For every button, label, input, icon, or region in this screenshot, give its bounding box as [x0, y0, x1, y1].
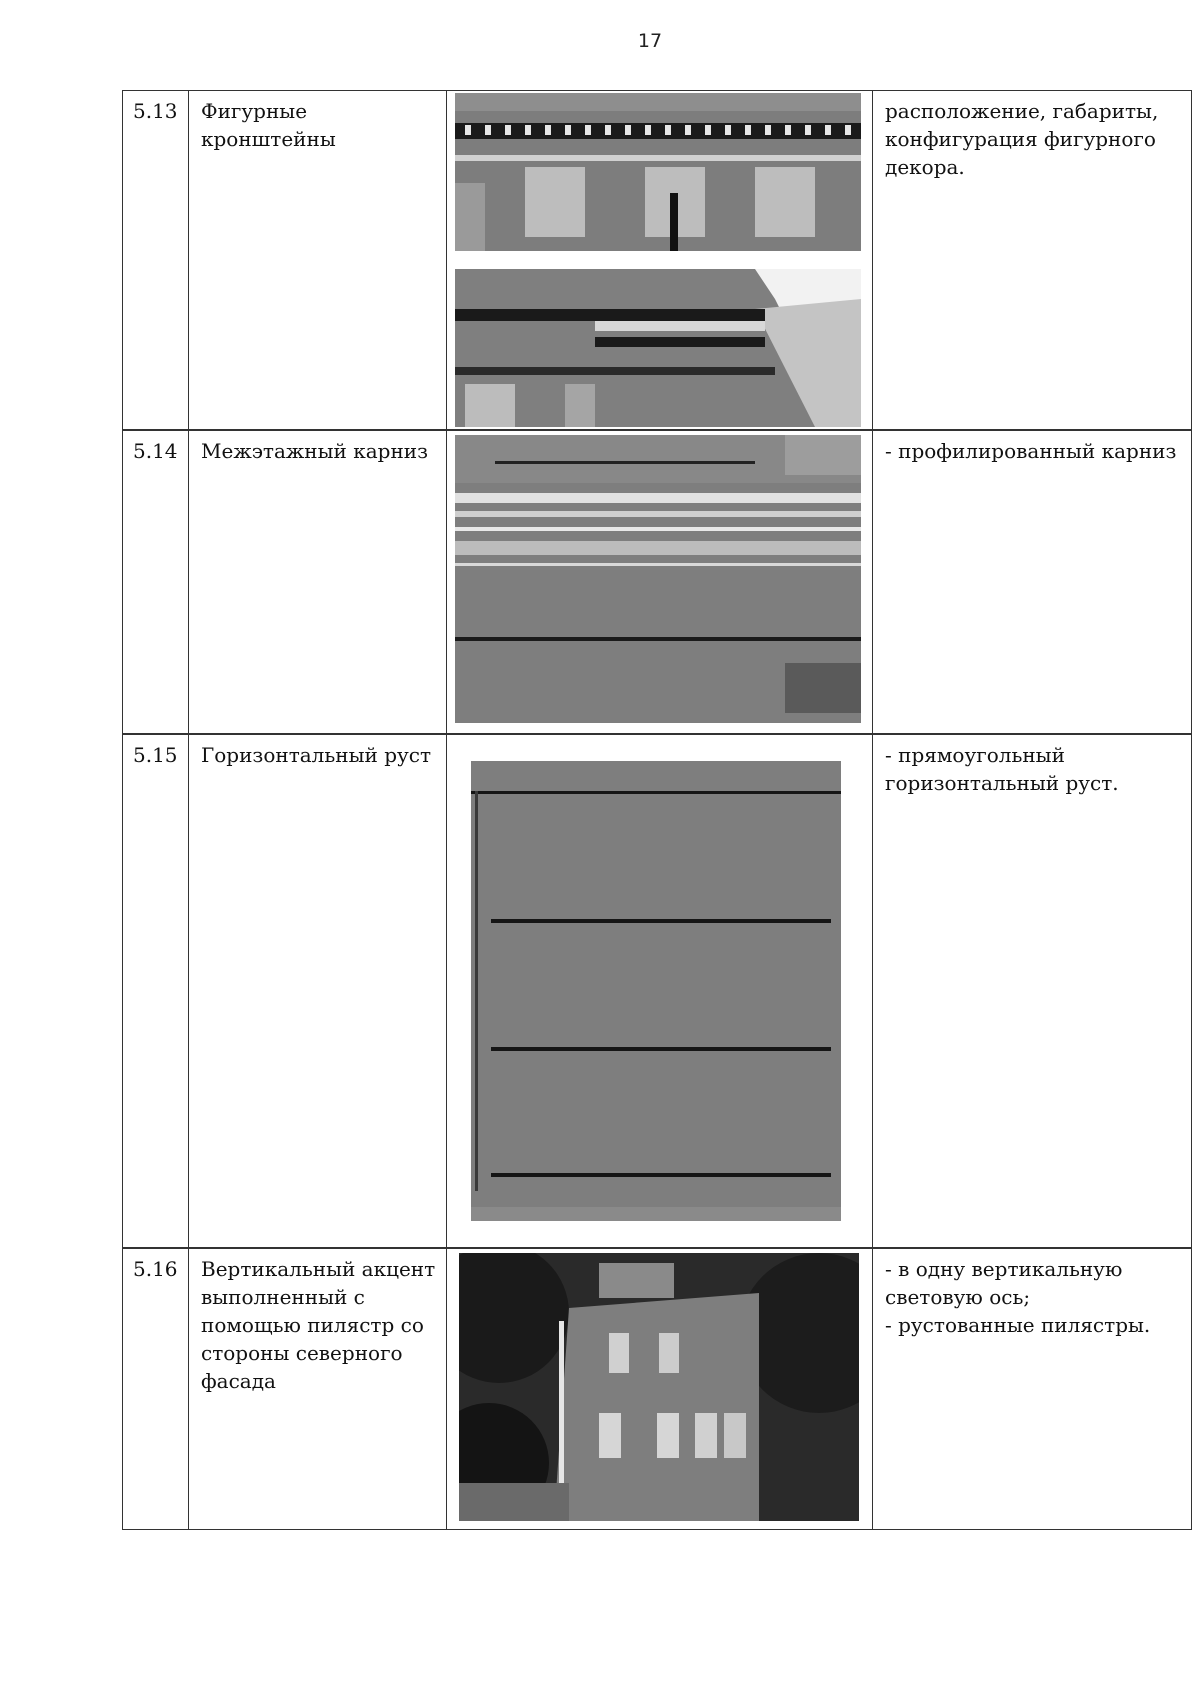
row-number: 5.16: [123, 1249, 189, 1529]
row-number: 5.13: [123, 91, 189, 429]
description-cell: [873, 431, 1193, 733]
photo-cell: [447, 735, 873, 1247]
row-number: 5.14: [123, 431, 189, 733]
table-row: [122, 734, 1192, 1248]
description-line: расположение, габариты,: [885, 99, 1159, 123]
heritage-elements-table: [122, 90, 1192, 1540]
element-name: Межэтажный карниз: [189, 431, 447, 733]
description-cell: [873, 1249, 1193, 1529]
table-row: [122, 90, 1192, 430]
description-line: конфигурация фигурного: [885, 127, 1156, 151]
element-name: Фигурные кронштейны: [189, 91, 447, 429]
brackets-corner-photo: [455, 269, 861, 427]
north-facade-photo: [459, 1253, 859, 1521]
photo-cell: [447, 91, 873, 429]
description-cell: [873, 91, 1193, 429]
description-line: - прямоугольный: [885, 743, 1065, 767]
page-number: 17: [637, 30, 663, 52]
description-cell: [873, 735, 1193, 1247]
element-name: Вертикальный акцент выполненный с помощью пилястр со стороны северного фасада: [189, 1249, 447, 1529]
rustication-photo: [471, 761, 841, 1221]
description-line: - в одну вертикальную: [885, 1257, 1123, 1281]
table-row: [122, 430, 1192, 734]
description-line: декора.: [885, 155, 965, 179]
description-line: - профилированный карниз: [885, 439, 1177, 463]
element-name: Горизонтальный руст: [189, 735, 447, 1247]
description-line: горизонтальный руст.: [885, 771, 1119, 795]
table-row: [122, 1248, 1192, 1530]
cornice-photo: [455, 435, 861, 723]
photo-cell: [447, 431, 873, 733]
description-line: - рустованные пилястры.: [885, 1313, 1151, 1337]
photo-cell: [447, 1249, 873, 1529]
description-line: световую ось;: [885, 1285, 1031, 1309]
brackets-facade-photo: [455, 93, 861, 251]
row-number: 5.15: [123, 735, 189, 1247]
